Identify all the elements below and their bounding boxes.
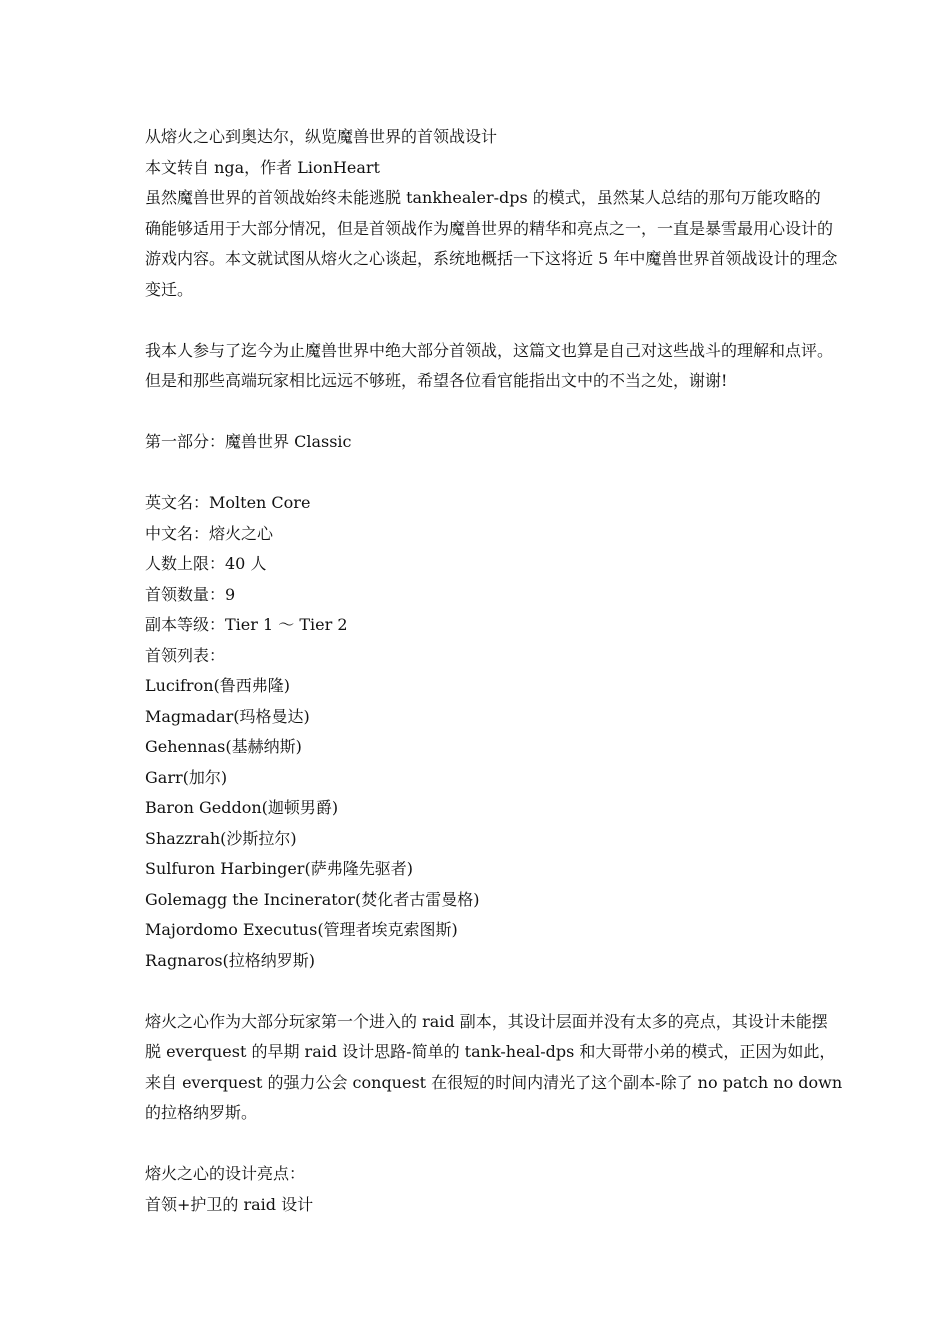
analysis-line: 熔火之心作为大部分玩家第一个进入的 raid 副本，其设计层面并没有太多的亮点，其设计未能摆 — [145, 1011, 828, 1031]
analysis-line: 脱 everquest 的早期 raid 设计思路-简单的 tank-heal-dps 和大哥带小弟的模式，正因为如此， — [145, 1042, 836, 1061]
spacer — [145, 397, 865, 428]
boss-list-item: Magmadar(玛格曼达) — [145, 706, 310, 726]
analysis-paragraph — [145, 1007, 865, 1129]
spacer — [145, 976, 865, 1007]
spacer — [145, 305, 865, 336]
intro-line: 游戏内容。本文就试图从熔火之心谈起，系统地概括一下这将近 5 年中魔兽世界首领战设计的理念 — [145, 249, 838, 268]
intro-line: 变迁。 — [145, 279, 194, 299]
boss-list-item: Ragnaros(拉格纳罗斯) — [145, 950, 316, 970]
intro-line: 虽然魔兽世界的首领战始终未能逃脱 tankhealer-dps 的模式，虽然某人总结的那句万能攻略的 — [145, 188, 821, 207]
spacer — [145, 1129, 865, 1160]
boss-list-item: Golemagg the Incinerator(焚化者古雷曼格) — [145, 889, 480, 909]
boss-list-item: Shazzrah(沙斯拉尔) — [145, 828, 297, 848]
boss-list-item: Garr(加尔) — [145, 767, 228, 787]
instance-info — [145, 488, 865, 671]
highlight-item: 首领+护卫的 raid 设计 — [145, 1194, 314, 1214]
english-name: 英文名：Molten Core — [145, 493, 311, 512]
document-title: 从熔火之心到奥达尔，纵览魔兽世界的首领战设计 — [145, 127, 498, 146]
source-line: 本文转自 nga，作者 LionHeart — [145, 157, 380, 177]
highlights-heading: 熔火之心的设计亮点： — [145, 1164, 306, 1183]
intro-paragraph — [145, 183, 865, 305]
document-body — [145, 122, 865, 1220]
boss-list-item: Sulfuron Harbinger(萨弗隆先驱者) — [145, 859, 413, 878]
part-heading: 第一部分：魔兽世界 Classic — [145, 432, 352, 451]
author-note-paragraph — [145, 336, 865, 397]
analysis-line: 的拉格纳罗斯。 — [145, 1103, 258, 1122]
boss-count: 首领数量：9 — [145, 584, 236, 604]
author-note-line: 但是和那些高端玩家相比远远不够班，希望各位看官能指出文中的不当之处，谢谢! — [145, 371, 728, 390]
boss-list-item: Majordomo Executus(管理者埃克索图斯) — [145, 920, 458, 939]
tier: 副本等级：Tier 1 ～ Tier 2 — [145, 615, 348, 634]
player-limit: 人数上限：40 人 — [145, 554, 267, 573]
analysis-line: 来自 everquest 的强力公会 conquest 在很短的时间内清光了这个副本-除了 no patch no down — [145, 1072, 843, 1092]
intro-line: 确能够适用于大部分情况，但是首领战作为魔兽世界的精华和亮点之一，一直是暴雪最用心设计的 — [145, 218, 834, 238]
boss-list-item: Lucifron(鲁西弗隆) — [145, 676, 291, 695]
boss-list — [145, 671, 865, 976]
boss-list-item: Baron Geddon(迦顿男爵) — [145, 798, 339, 817]
author-note-line: 我本人参与了迄今为止魔兽世界中绝大部分首领战，这篇文也算是自己对这些战斗的理解和点评。 — [145, 340, 834, 360]
boss-list-label: 首领列表： — [145, 645, 226, 665]
chinese-name: 中文名：熔火之心 — [145, 523, 274, 543]
spacer — [145, 458, 865, 489]
boss-list-item: Gehennas(基赫纳斯) — [145, 737, 302, 756]
